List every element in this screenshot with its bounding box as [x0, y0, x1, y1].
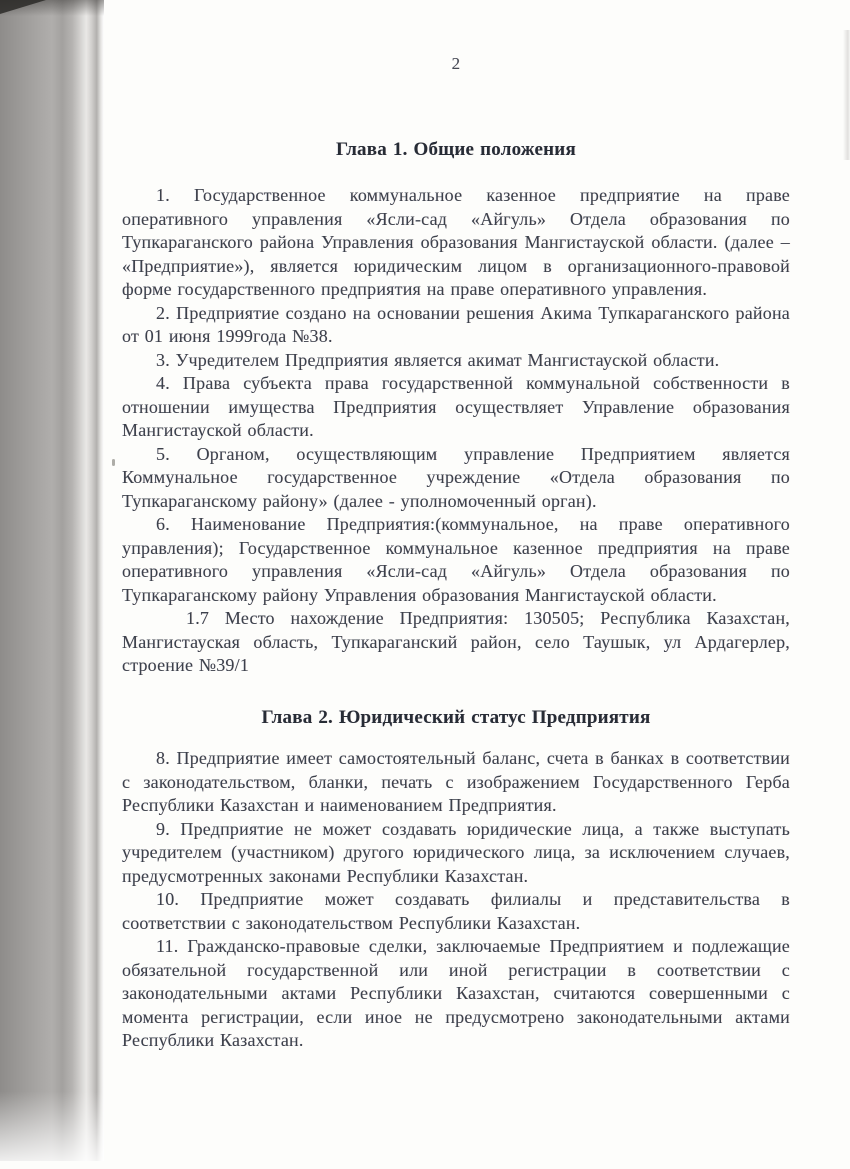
paragraph-9: 9. Предприятие не может создавать юридические лица, а также выступать учредителем (участником) другого юридического лица, за исключением случаев, предусмотренных законами Республики Казахстан. — [122, 818, 790, 886]
paragraph-4: 4. Права субъекта права государственной коммунальной собственности в отношении имущества Предприятия осуществляет Управление образования Мангистауской области. — [122, 373, 790, 440]
paragraph-3: 3. Учредителем Предприятия является акимат Мангистауской области. — [156, 349, 720, 370]
page-number: 2 — [451, 54, 461, 73]
paragraph-11: 11. Гражданско-правовые сделки, заключаемые Предприятием и подлежащие обязательной государственной или иной регистрации в соответствии с законодательными актами Республики Казахстан, считаются совершенными с момента регистрации, если иное не предусмотрено законодательными актами Республики Казахстан. — [122, 936, 790, 1050]
document-content — [122, 0, 790, 1053]
paragraph-1-7: 1.7 Место нахождение Предприятия: 130505; Республика Казахстан, Мангистауская область, Тупкараганский район, село Таушык, ул Ардагерлер, строение №39/1 — [122, 608, 790, 675]
scan-right-edge-streak — [843, 30, 850, 160]
paragraph-1: 1. Государственное коммунальное казенное предприятие на праве оперативного управления «Ясли-сад «Айгуль» Отдела образования по Тупкараганского района Управления образования Мангистауской области. (далее – «Предприятие»), является юридическим лицом в организационного-правовой форме государственного предприятия на праве оперативного управления. — [122, 185, 790, 299]
chapter-1-title: Глава 1. Общие положения — [336, 138, 576, 160]
paragraph-5: 5. Органом, осуществляющим управление Предприятием является Коммунальное государственное учреждение «Отдела образования по Тупкараганскому району» (далее - уполномоченный орган). — [122, 443, 790, 511]
paragraph-8: 8. Предприятие имеет самостоятельный баланс, счета в банках в соответствии с законодательством, бланки, печать с изображением Государственного Герба Республики Казахстан и наименованием Предприятия. — [122, 748, 790, 815]
scan-binding-shadow — [0, 0, 104, 1161]
scan-speck-artifact — [112, 459, 115, 466]
paragraph-10: 10. Предприятие может создавать филиалы и представительства в соответствии с законодательством Республики Казахстан. — [122, 889, 790, 933]
paragraph-2: 2. Предприятие создано на основании решения Акима Тупкараганского района от 01 июня 1999года №38. — [122, 302, 790, 346]
paragraph-6: 6. Наименование Предприятия:(коммунальное, на праве оперативного управления); Государственное коммунальное казенное предприятия на праве оперативного управления «Ясли-сад «Айгуль» Отдела образования по Тупкараганскому району Управления образования Мангистауской области. — [122, 514, 790, 605]
chapter-2-title: Глава 2. Юридический статус Предприятия — [261, 706, 651, 728]
